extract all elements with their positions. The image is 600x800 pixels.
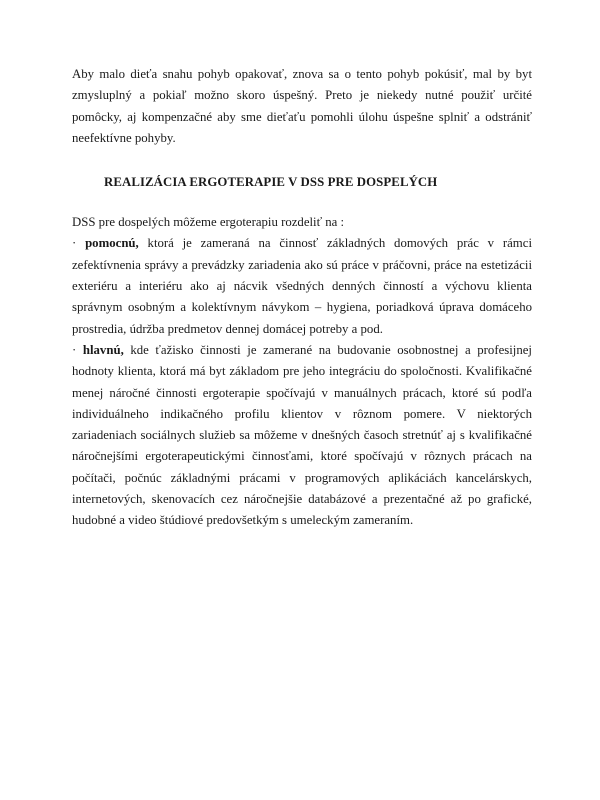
item-text: ktorá je zameraná na činnosť základných domových prác v rámci zefektívnenia správy a prevádzky zariadenia ako sú práce v práčovni, práce na estetizácii exteriéru a interiéru ako aj nácvik všedných denných činností a výchovu klienta správnym osobným a kolektívnym návykom – hygiena, poriadková úprava domáceho prostredia, údržba predmetov dennej domácej potreby a pod. [72, 236, 532, 336]
list-item-hlavna [72, 340, 532, 532]
lead-paragraph: DSS pre dospelých môžeme ergoterapiu rozdeliť na : [72, 215, 345, 230]
bullet: · [72, 236, 77, 251]
intro-paragraph: Aby malo dieťa snahu pohyb opakovať, znova sa o tento pohyb pokúsiť, mal by byt zmysluplný a pokiaľ možno skoro úspešný. Preto je niekedy nutné použiť určité pomôcky, aj kompenzačné aby sme dieťaťu pomohli úlohu úspešne splniť a odstrániť neefektívne pohyby. [72, 67, 532, 145]
section-heading: REALIZÁCIA ERGOTERAPIE V DSS PRE DOSPELÝCH [104, 175, 438, 190]
list-item-pomocna [72, 233, 532, 339]
page-content [72, 64, 532, 532]
item-term: pomocnú, [85, 236, 139, 251]
item-text: kde ťažisko činnosti je zamerané na budovanie osobnostnej a profesijnej hodnoty klienta, ktorá má byt základom pre jeho integráciu do spoločnosti. Kvalifikačné menej náročné činnosti ergoterapie spočívajú v manuálnych prácach, ktoré sú podľa individuálneho indikačného profilu klientov v rôznom pomere. V niektorých zariadeniach sociálnych služieb sa môžeme v dnešných časoch stretnúť aj s kvalifikačné náročnejšími ergoterapeutickými činnosťami, ktoré spočívajú v rôznych prácach na počítači, počnúc základnými prácami v programových aplikáciách kancelárskych, internetových, skenovacích cez náročnejšie databázové a prezentačné až po grafické, hudobné a video štúdiové predovšetkým s umeleckým zameraním. [72, 342, 532, 528]
item-term: hlavnú, [82, 342, 124, 357]
bullet: · [72, 342, 77, 357]
